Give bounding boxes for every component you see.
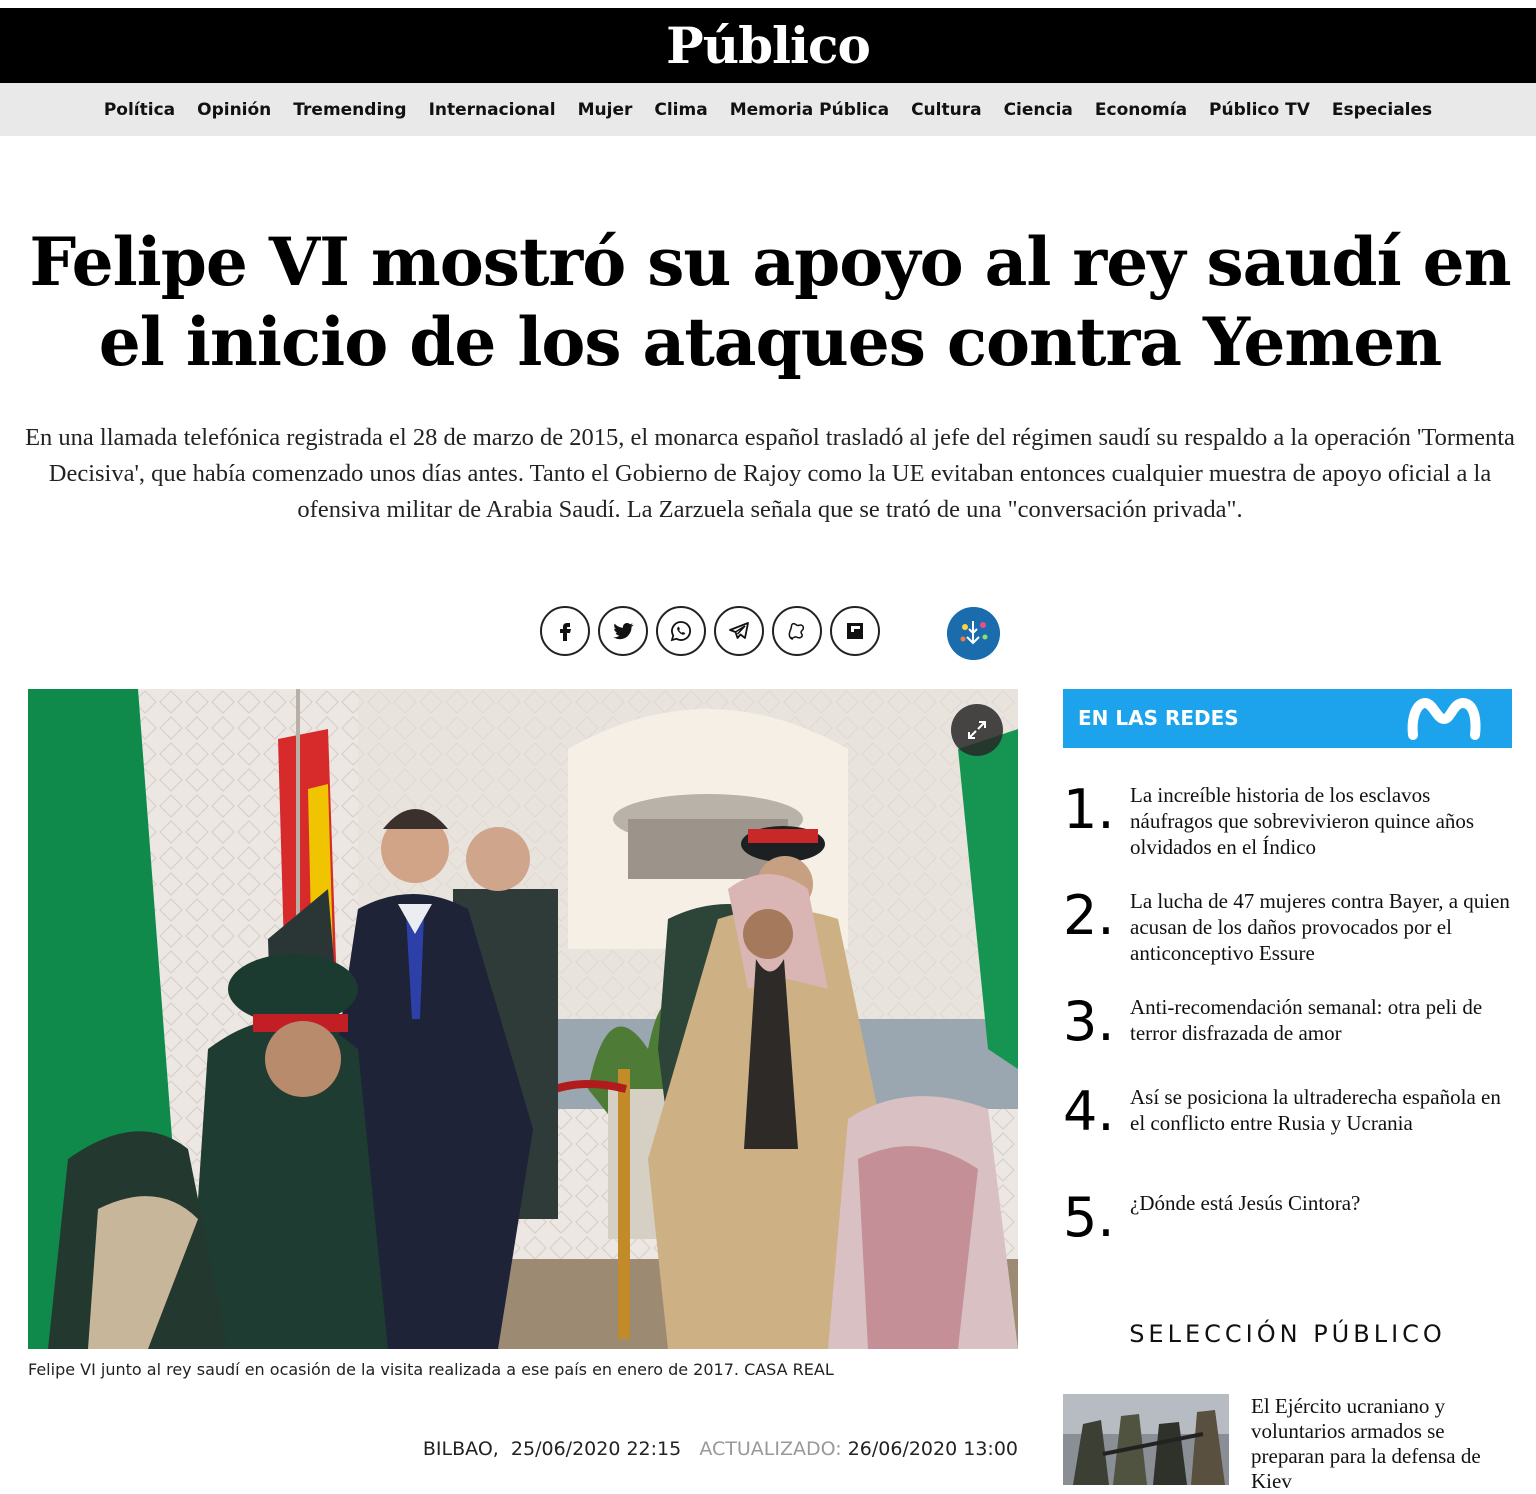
whatsapp-icon (669, 619, 693, 643)
telegram-icon (727, 619, 751, 643)
brand-badge-icon[interactable] (947, 607, 1000, 660)
article-meta (423, 1438, 1018, 1460)
nav-item-internacional[interactable]: Internacional (428, 99, 556, 120)
article-title: Felipe VI mostró su apoyo al rey saudí en el inicio de los ataques contra Yemen (29, 223, 1511, 381)
expand-photo-button[interactable] (951, 704, 1003, 756)
nav-item-clima[interactable]: Clima (654, 99, 708, 120)
main-nav (0, 83, 1536, 136)
nav-item-opinion[interactable]: Opinión (197, 99, 272, 120)
expand-icon (965, 718, 989, 742)
share-flipboard-button[interactable] (830, 606, 880, 656)
nav-item-memoria-publica[interactable]: Memoria Pública (729, 99, 890, 120)
redes-item-title[interactable]: La increíble historia de los esclavos náufragos que sobrevivieron quince años olvidados en el Índico (1130, 783, 1475, 859)
updated-label: ACTUALIZADO: (699, 1438, 842, 1460)
nav-item-ciencia[interactable]: Ciencia (1003, 99, 1073, 120)
site-header (0, 8, 1536, 83)
share-facebook-button[interactable] (540, 606, 590, 656)
seleccion-title: SELECCIÓN PÚBLICO (1129, 1320, 1446, 1348)
article-photo[interactable] (28, 689, 1018, 1349)
redes-item-title[interactable]: La lucha de 47 mujeres contra Bayer, a quien acusan de los daños provocados por el anticonceptivo Essure (1130, 889, 1510, 965)
seleccion-item-title[interactable]: El Ejército ucraniano y voluntarios armados se preparan para la defensa de Kiev (1251, 1394, 1481, 1493)
nav-item-mujer[interactable]: Mujer (577, 99, 633, 120)
seleccion-thumbnail[interactable] (1063, 1394, 1229, 1485)
updated-date: 26/06/2020 13:00 (847, 1438, 1018, 1460)
twitter-icon (611, 619, 635, 643)
share-twitter-button[interactable] (598, 606, 648, 656)
redes-item-title[interactable]: Así se posiciona la ultraderecha española en el conflicto entre Rusia y Ucrania (1130, 1085, 1501, 1135)
flipboard-icon (843, 619, 867, 643)
article-location: BILBAO, (422, 1438, 499, 1460)
share-whatsapp-button[interactable] (656, 606, 706, 656)
redes-item-number: 2. (1063, 884, 1115, 947)
redes-header (1063, 689, 1512, 748)
redes-item-title[interactable]: ¿Dónde está Jesús Cintora? (1130, 1191, 1361, 1215)
site-logo[interactable]: Público (666, 16, 870, 75)
published-date: 25/06/2020 22:15 (510, 1438, 682, 1460)
article-lead: En una llamada telefónica registrada el 28 de marzo de 2015, el monarca español trasladó al jefe del régimen saudí su respaldo a la operación 'Tormenta Decisiva', que había comenzado unos días antes. Tanto el Gobierno de Rajoy como la UE evitaban entonces cualquier muestra de apoyo oficial a la ofensiva militar de Arabia Saudí. La Zarzuela señala que se trató de una "conversación privada". (25, 424, 1515, 523)
share-meneame-button[interactable] (772, 606, 822, 656)
redes-item-number: 4. (1063, 1080, 1115, 1143)
nav-item-especiales[interactable]: Especiales (1331, 99, 1433, 120)
nav-item-economia[interactable]: Economía (1094, 99, 1188, 120)
nav-item-cultura[interactable]: Cultura (911, 99, 982, 120)
share-telegram-button[interactable] (714, 606, 764, 656)
movistar-logo-icon (1407, 697, 1482, 741)
redes-item-number: 5. (1063, 1186, 1115, 1249)
nav-item-tremending[interactable]: Tremending (293, 99, 407, 120)
facebook-icon (553, 619, 577, 643)
photo-caption: Felipe VI junto al rey saudí en ocasión de la visita realizada a ese país en enero de 2017. CASA REAL (28, 1360, 834, 1379)
redes-item-title[interactable]: Anti-recomendación semanal: otra peli de terror disfrazada de amor (1130, 995, 1483, 1045)
nav-item-publico-tv[interactable]: Público TV (1209, 99, 1310, 120)
redes-title: EN LAS REDES (1078, 706, 1239, 730)
share-bar (540, 606, 880, 656)
redes-item-number: 3. (1063, 990, 1115, 1053)
meneame-icon (785, 619, 809, 643)
redes-item-number: 1. (1063, 778, 1115, 841)
nav-item-politica[interactable]: Política (103, 99, 176, 120)
